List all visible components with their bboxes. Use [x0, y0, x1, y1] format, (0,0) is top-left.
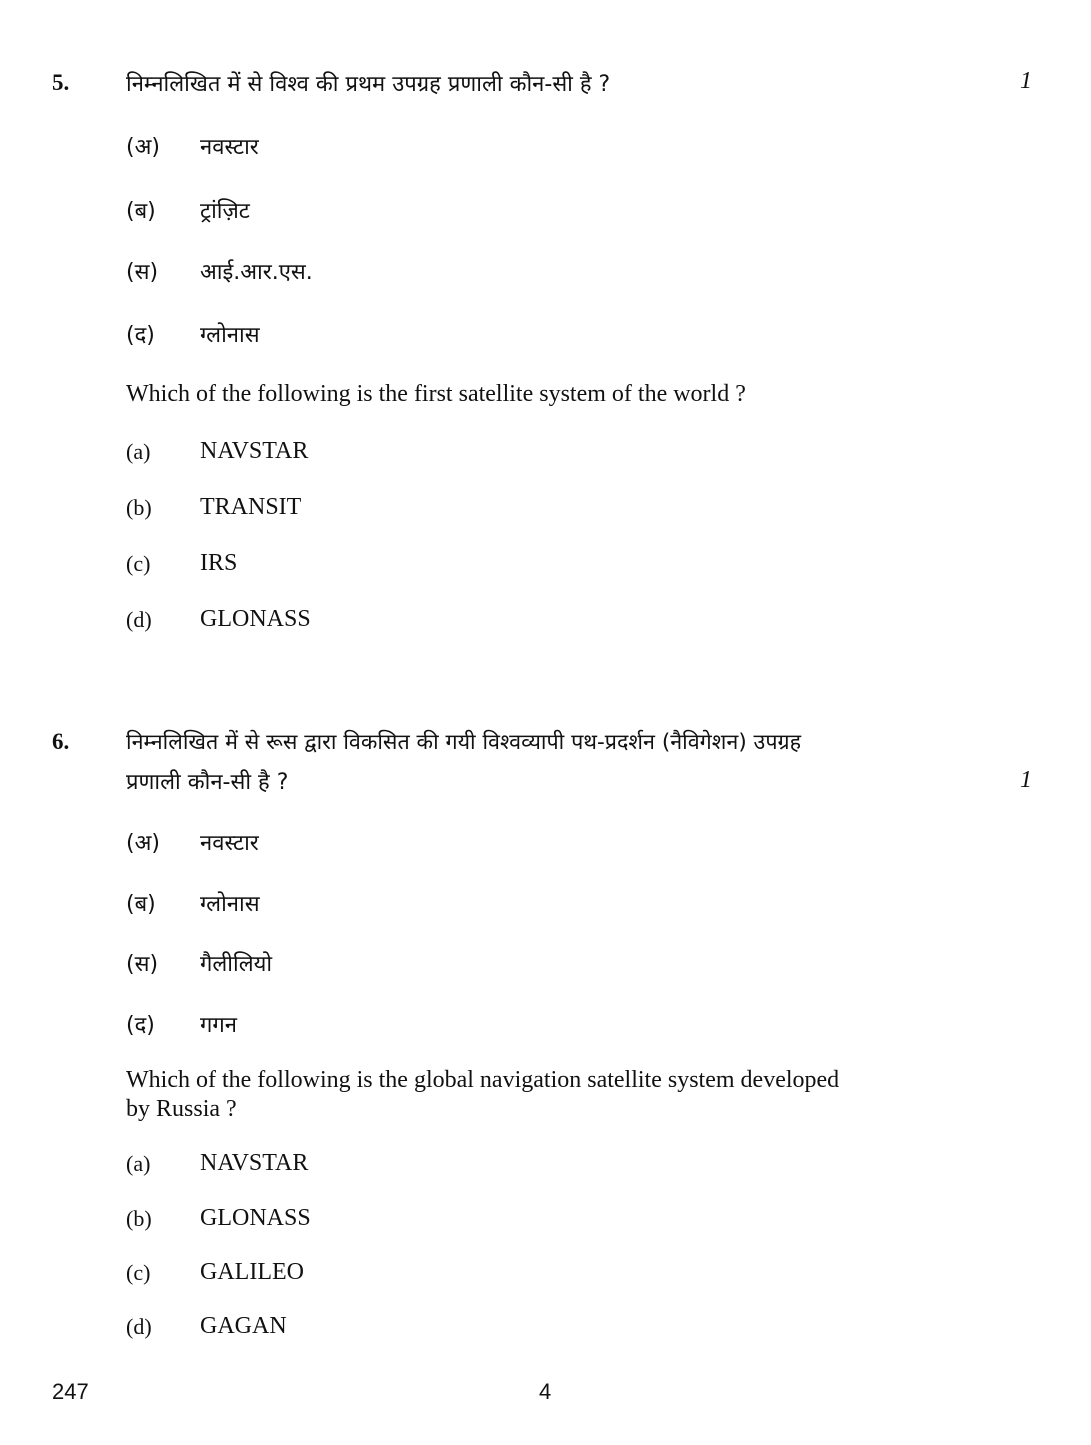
option-label: (d) — [126, 607, 152, 632]
option-text: ट्रांज़िट — [200, 199, 250, 224]
question-marks: 1 — [1020, 767, 1032, 793]
question-text-hindi: निम्नलिखित में से विश्व की प्रथम उपग्रह प्रणाली कौन-सी है ? — [126, 72, 611, 97]
option-label: (अ) — [126, 135, 160, 160]
option-label: (b) — [126, 1206, 152, 1231]
option-text: TRANSIT — [200, 494, 302, 520]
option-text: GLONASS — [200, 606, 311, 632]
option-label: (अ) — [126, 831, 160, 856]
option-text: GALILEO — [200, 1259, 304, 1285]
option-text: GLONASS — [200, 1205, 311, 1231]
option-label: (ब) — [126, 199, 156, 224]
option-text: नवस्टार — [200, 831, 259, 856]
option-text: गगन — [200, 1013, 237, 1038]
option-label: (द) — [126, 323, 155, 348]
option-text: IRS — [200, 550, 238, 576]
question-text-hindi-line-2: प्रणाली कौन-सी है ? — [126, 770, 289, 795]
question-number: 6. — [52, 729, 70, 754]
option-text: ग्लोनास — [200, 892, 260, 917]
question-text-hindi-line-1: निम्नलिखित में से रूस द्वारा विकसित की गयी विश्वव्यापी पथ-प्रदर्शन (नैविगेशन) उपग्रह — [126, 730, 802, 755]
option-text: ग्लोनास — [200, 323, 260, 348]
question-text-english-line-2: by Russia ? — [126, 1096, 237, 1122]
paper-code: 247 — [52, 1379, 89, 1404]
option-text: गैलीलियो — [200, 952, 273, 977]
question-text-english: Which of the following is the first satellite system of the world ? — [126, 381, 746, 407]
option-label: (स) — [126, 260, 159, 285]
option-text: आई.आर.एस. — [200, 260, 313, 285]
option-text: NAVSTAR — [200, 438, 309, 464]
option-label: (ब) — [126, 892, 156, 917]
option-text: नवस्टार — [200, 135, 259, 160]
option-label: (a) — [126, 1151, 151, 1176]
option-label: (c) — [126, 1260, 151, 1285]
option-text: NAVSTAR — [200, 1150, 309, 1176]
page-number: 4 — [539, 1379, 552, 1404]
question-number: 5. — [52, 70, 70, 95]
option-label: (द) — [126, 1013, 155, 1038]
option-label: (b) — [126, 495, 152, 520]
question-marks: 1 — [1020, 68, 1032, 94]
option-label: (स) — [126, 952, 159, 977]
option-label: (d) — [126, 1314, 152, 1339]
option-label: (c) — [126, 551, 151, 576]
option-label: (a) — [126, 439, 151, 464]
question-text-english-line-1: Which of the following is the global navigation satellite system developed — [126, 1067, 840, 1093]
option-text: GAGAN — [200, 1313, 287, 1339]
